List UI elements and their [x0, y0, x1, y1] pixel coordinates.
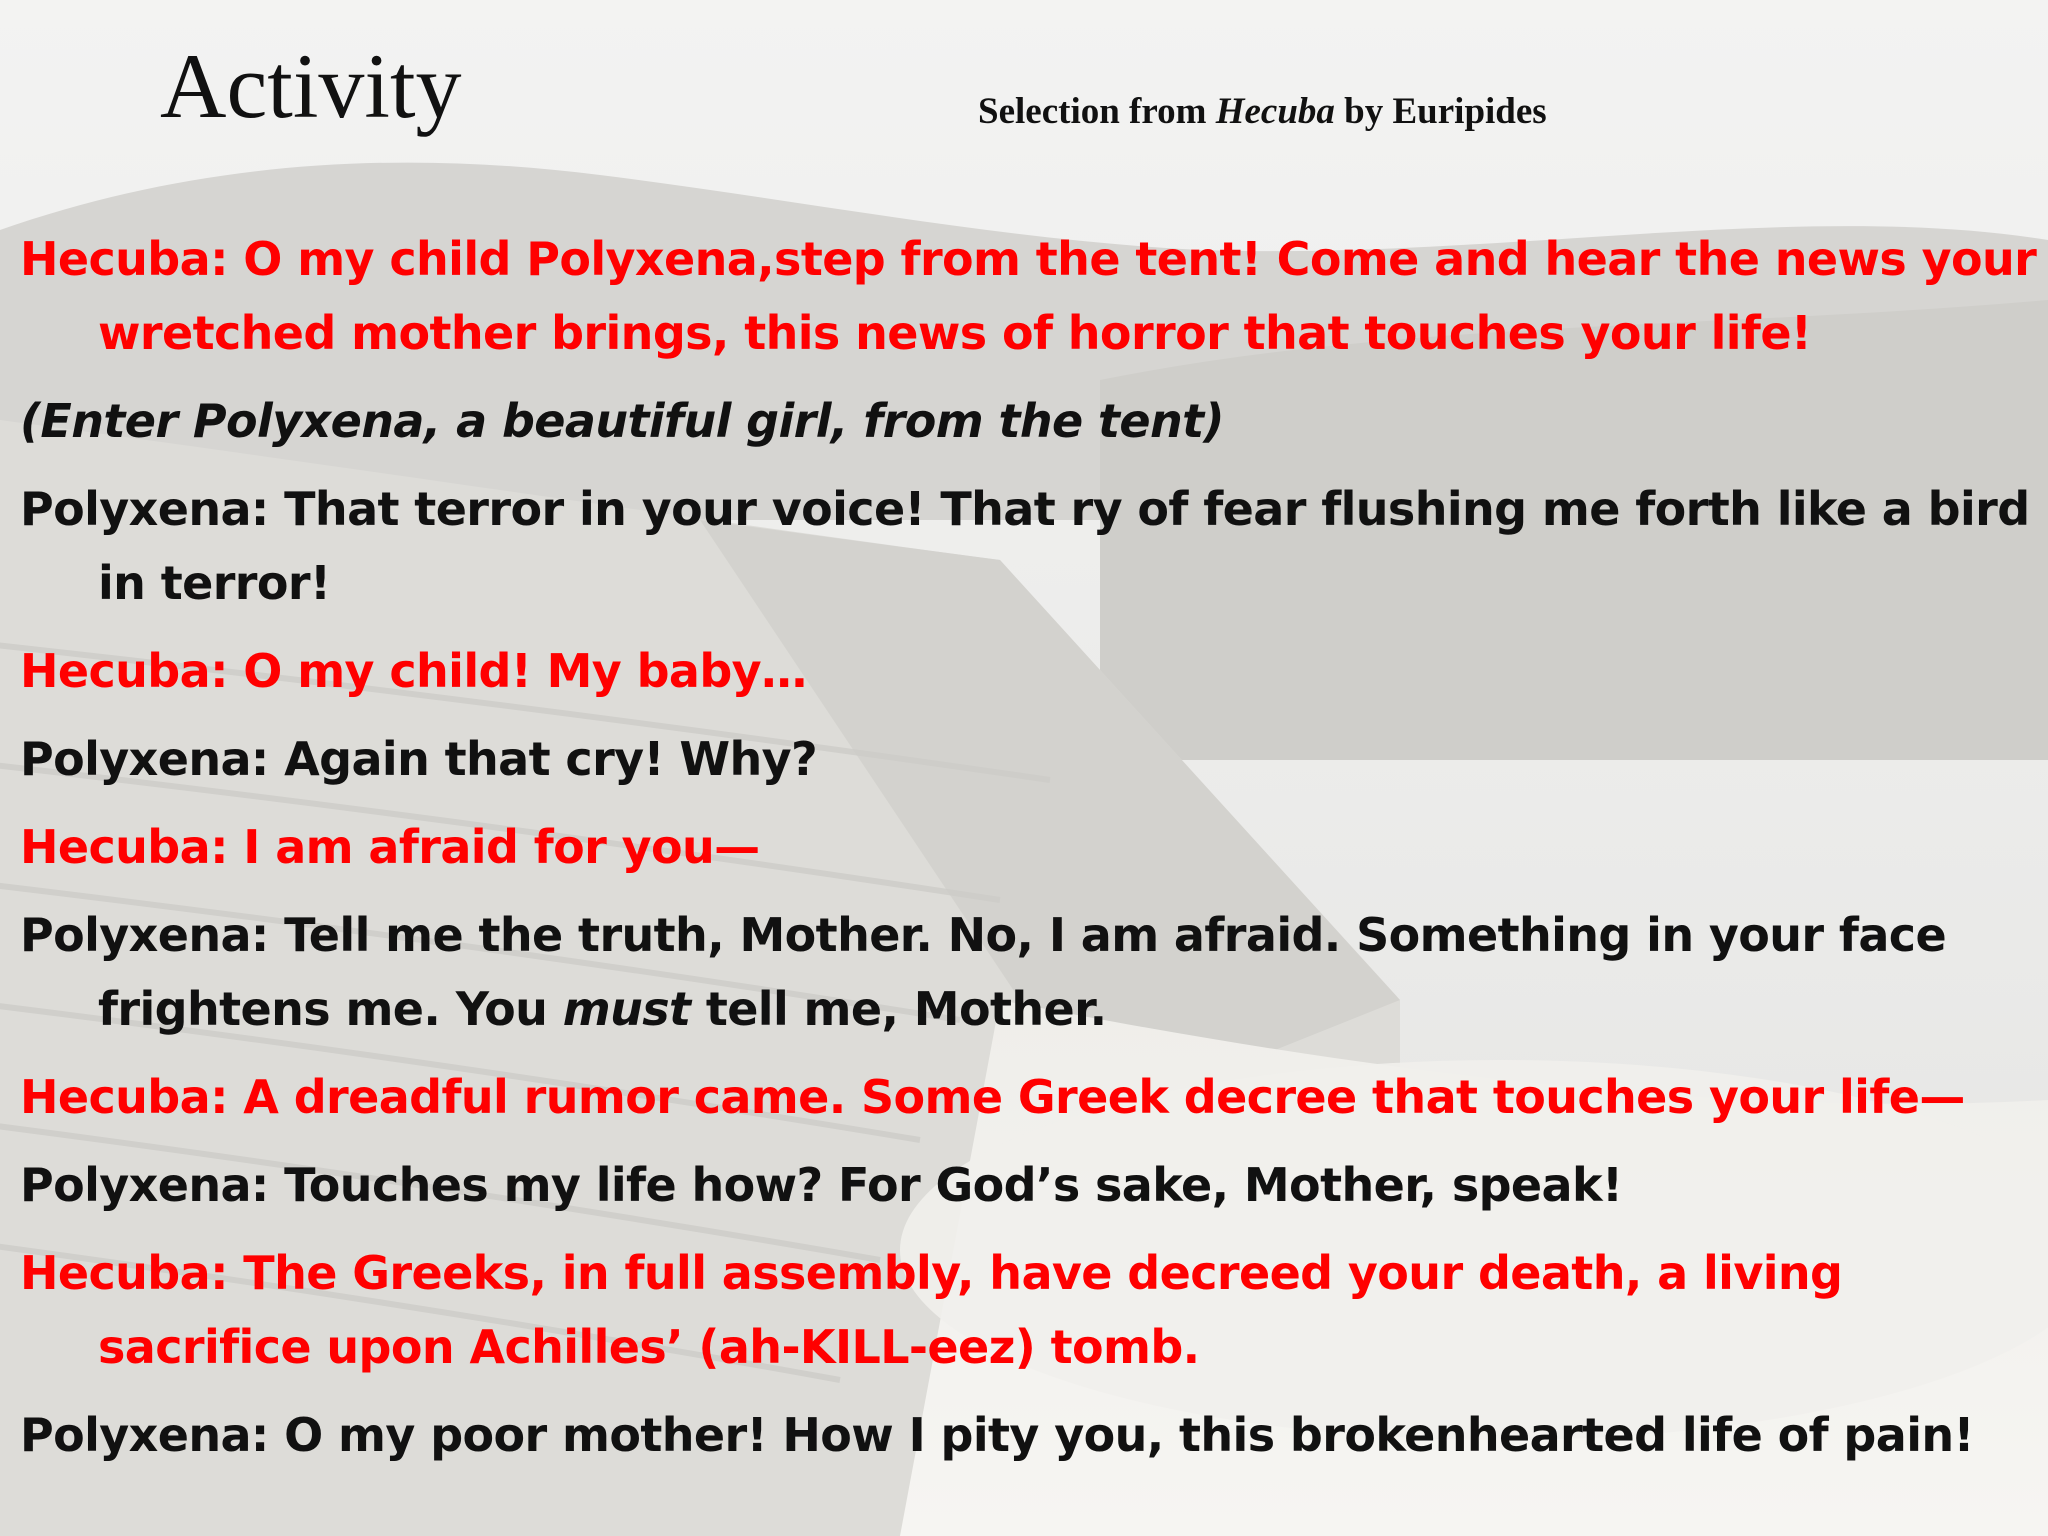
dialogue-line-hecuba: Hecuba: O my child Polyxena,step from the tent! Come and hear the news your wretched mother brings, this news of horror that touches your life! — [20, 232, 2037, 360]
subtitle-work: Hecuba — [1215, 91, 1335, 132]
subtitle-suffix: by Euripides — [1334, 91, 1547, 132]
dialogue-line-polyxena: Polyxena: That terror in your voice! That ry of fear flushing me forth like a bird in terror! — [20, 482, 2030, 610]
line-text-before: Polyxena: Tell me the truth, Mother. No, I am afraid. Something in your face frightens me. You — [20, 908, 1947, 1036]
dialogue-line-polyxena: Polyxena: Again that cry! Why? — [20, 732, 818, 786]
dialogue-line-hecuba: Hecuba: The Greeks, in full assembly, have decreed your death, a living sacrifice upon Achilles’ (ah-KILL-eez) tomb. — [20, 1246, 1843, 1374]
dialogue-text — [20, 222, 2040, 1486]
dialogue-line-polyxena: Polyxena: Touches my life how? For God’s sake, Mother, speak! — [20, 1158, 1623, 1212]
subtitle-prefix: Selection from — [978, 91, 1216, 132]
dialogue-line-hecuba: Hecuba: O my child! My baby… — [20, 644, 807, 698]
dialogue-line-polyxena: Polyxena: O my poor mother! How I pity you, this brokenhearted life of pain! — [20, 1408, 1974, 1462]
line-emphasis: must — [562, 982, 691, 1036]
stage-direction: (Enter Polyxena, a beautiful girl, from the tent) — [20, 394, 1224, 448]
dialogue-line-hecuba: Hecuba: A dreadful rumor came. Some Greek decree that touches your life— — [20, 1070, 1965, 1124]
line-text-after: tell me, Mother. — [690, 982, 1107, 1036]
dialogue-line-hecuba: Hecuba: I am afraid for you— — [20, 820, 760, 874]
dialogue-line-polyxena — [20, 898, 2040, 1046]
slide-subtitle — [978, 90, 1547, 133]
slide-title: Activity — [160, 35, 462, 137]
